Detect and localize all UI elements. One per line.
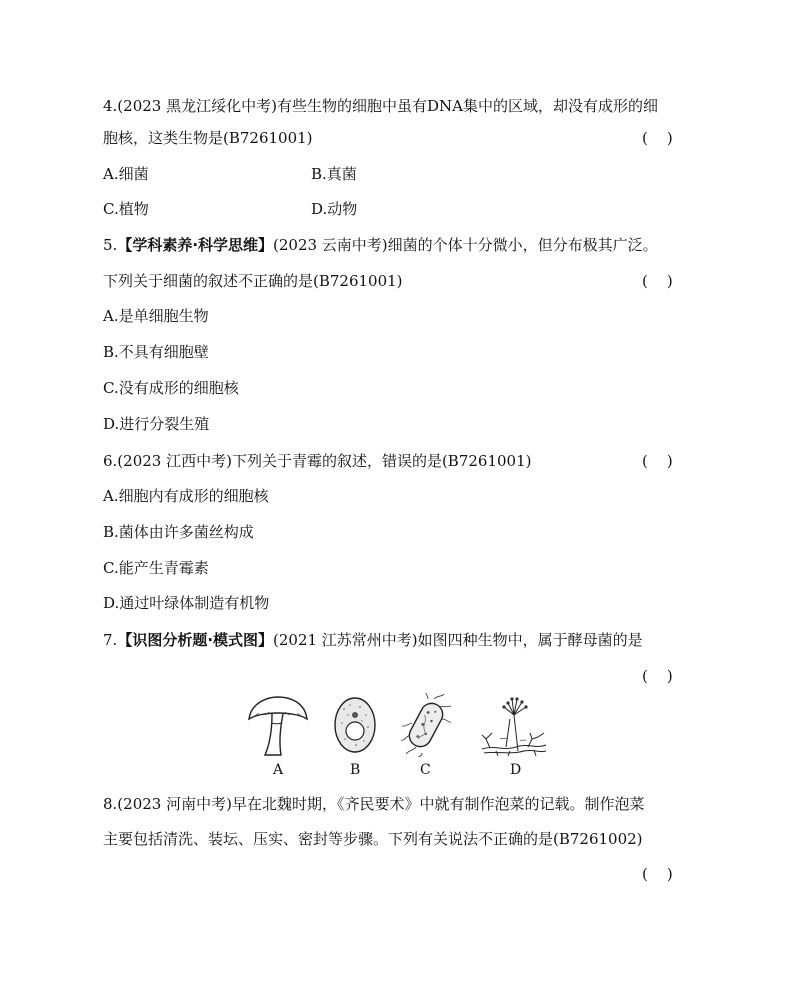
q5-stem-text: (2023 云南中考)细菌的个体十分微小，但分布极其广泛。 [273, 236, 658, 254]
q5-stem-line1 [103, 235, 658, 255]
q6-answer-blank: ( ) [642, 452, 673, 470]
q5-answer-blank: ( ) [642, 272, 673, 290]
q7-stem-text: (2021 江苏常州中考)如图四种生物中，属于酵母菌的是 [273, 631, 643, 649]
q6-option-c: C.能产生青霉素 [103, 559, 209, 577]
q4-option-b: B.真菌 [311, 165, 357, 183]
q6-option-d: D.通过叶绿体制造有机物 [103, 594, 270, 612]
figure-label-a: A [273, 762, 284, 778]
q7-tag: 【识图分析题·模式图】 [117, 631, 274, 649]
q4-option-a: A.细菌 [103, 165, 149, 183]
figure-label-d: D [510, 762, 522, 778]
q7-number: 7. [103, 631, 118, 649]
q4-stem-line2: 胞核，这类生物是(B7261001) [103, 129, 313, 147]
q5-option-d: D.进行分裂生殖 [103, 415, 210, 433]
q4-answer-blank: ( ) [642, 129, 673, 147]
q6-stem-line1: 6.(2023 江西中考)下列关于青霉的叙述，错误的是(B7261001) [103, 452, 532, 470]
figure-label-c: C [420, 762, 431, 778]
q4-option-d: D.动物 [311, 200, 358, 218]
q5-number: 5. [103, 236, 118, 254]
q8-stem-line1: 8.(2023 河南中考)早在北魏时期，《齐民要术》中就有制作泡菜的记载。制作泡菜 [103, 795, 645, 813]
q5-option-c: C.没有成形的细胞核 [103, 379, 239, 397]
mold-figure [480, 693, 548, 757]
q5-stem-line2: 下列关于细菌的叙述不正确的是(B7261001) [103, 272, 403, 290]
q8-answer-blank: ( ) [642, 865, 673, 883]
q5-option-b: B.不具有细胞壁 [103, 343, 209, 361]
q7-stem-line1 [103, 630, 643, 650]
bacterium-figure [400, 693, 452, 757]
mushroom-figure [245, 693, 311, 757]
q4-option-c: C.植物 [103, 200, 149, 218]
q6-option-a: A.细胞内有成形的细胞核 [103, 487, 269, 505]
figure-label-b: B [350, 762, 361, 778]
q5-tag: 【学科素养·科学思维】 [117, 236, 274, 254]
q8-stem-line2: 主要包括清洗、装坛、压实、密封等步骤。下列有关说法不正确的是(B7261002) [103, 830, 643, 848]
q6-option-b: B.菌体由许多菌丝构成 [103, 523, 254, 541]
q5-option-a: A.是单细胞生物 [103, 307, 209, 325]
q7-answer-blank: ( ) [642, 667, 673, 685]
yeast-cell-figure [330, 693, 380, 757]
q4-stem-line1: 4.(2023 黑龙江绥化中考)有些生物的细胞中虽有DNA集中的区域，却没有成形的细 [103, 97, 658, 115]
